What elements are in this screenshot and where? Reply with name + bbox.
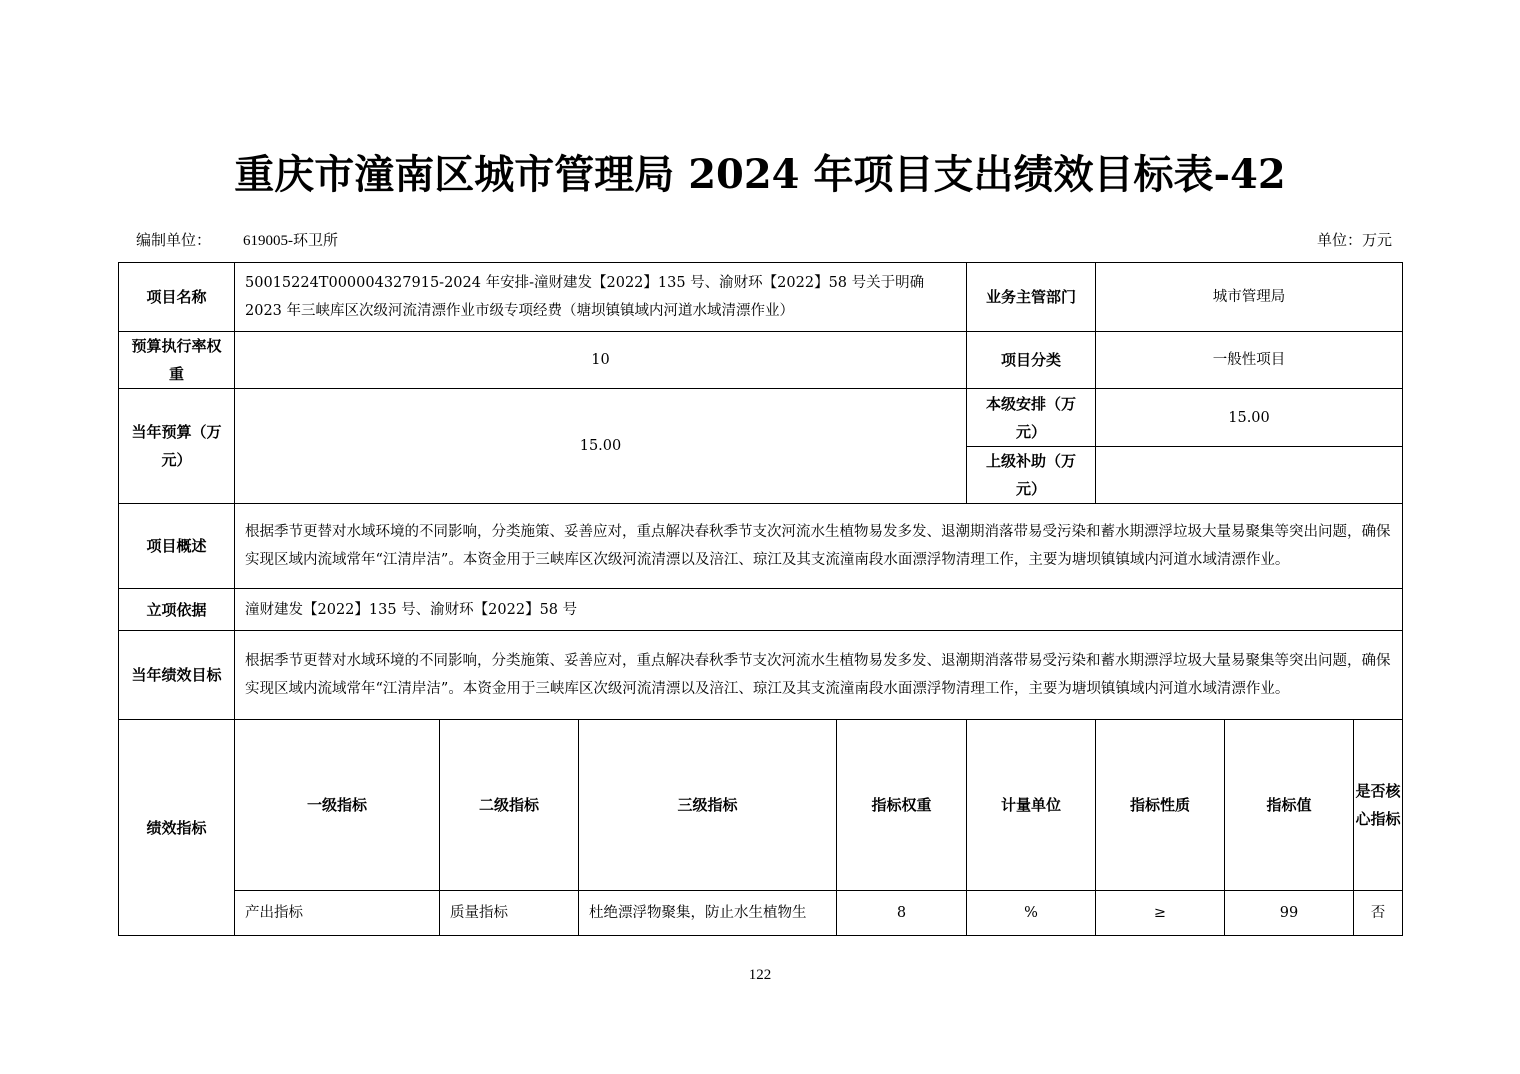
header-level3: 三级指标 xyxy=(579,720,837,891)
org-value: 619005-环卫所 xyxy=(243,233,338,249)
dept-value: 城市管理局 xyxy=(1096,263,1403,332)
overview-value: 根据季节更替对水域环境的不同影响，分类施策、妥善应对，重点解决春秋季节支次河流水生植物易发多发、退潮期消落带易受污染和蓄水期漂浮垃圾大量易聚集等突出问题，确保实现区域内流域常年“江清岸洁”。本资金用于三峡库区次级河流清漂以及涪江、琼江及其支流潼南段水面漂浮物清理工作，主要为塘坝镇镇域内河道水域清漂作业。 xyxy=(235,504,1403,589)
header-unit: 计量单位 xyxy=(967,720,1096,891)
basis-value: 潼财建发【2022】135 号、渝财环【2022】58 号 xyxy=(235,589,1403,631)
overview-label: 项目概述 xyxy=(119,504,235,589)
header-level2: 二级指标 xyxy=(440,720,579,891)
local-budget-label: 本级安排（万元） xyxy=(967,389,1096,447)
page-title: 重庆市潼南区城市管理局 2024 年项目支出绩效目标表-42 xyxy=(234,151,1286,198)
category-value: 一般性项目 xyxy=(1096,332,1403,389)
org-label: 编制单位： xyxy=(136,231,212,249)
basis-label: 立项依据 xyxy=(119,589,235,631)
page-number: 122 xyxy=(748,967,772,983)
project-name-value: 50015224T000004327915-2024 年安排-潼财建发【2022】135 号、渝财环【2022】58 号关于明确 2023 年三峡库区次级河流清漂作业市级专项经费（塘坝镇镇域内河道水域清漂作业） xyxy=(235,263,967,332)
perf-label: 绩效指标 xyxy=(119,720,235,936)
table-row xyxy=(119,891,1403,936)
indicator-header-row xyxy=(119,720,1403,891)
goal-label: 当年绩效目标 xyxy=(119,631,235,720)
indicator-level3: 杜绝漂浮物聚集，防止水生植物生 xyxy=(579,891,837,936)
indicator-core: 否 xyxy=(1354,891,1403,936)
category-label: 项目分类 xyxy=(967,332,1096,389)
row-goal xyxy=(119,631,1403,720)
row-project-name xyxy=(119,263,1403,332)
goal-value: 根据季节更替对水域环境的不同影响，分类施策、妥善应对，重点解决春秋季节支次河流水生植物易发多发、退潮期消落带易受污染和蓄水期漂浮垃圾大量易聚集等突出问题，确保实现区域内流域常年“江清岸洁”。本资金用于三峡库区次级河流清漂以及涪江、琼江及其支流潼南段水面漂浮物清理工作，主要为塘坝镇镇域内河道水域清漂作业。 xyxy=(235,631,1403,720)
unit-label: 单位：万元 xyxy=(1316,231,1392,249)
dept-label: 业务主管部门 xyxy=(967,263,1096,332)
header-value: 指标值 xyxy=(1225,720,1354,891)
indicator-unit: % xyxy=(967,891,1096,936)
indicator-nature: ≥ xyxy=(1096,891,1225,936)
project-name-label: 项目名称 xyxy=(119,263,235,332)
local-budget-value: 15.00 xyxy=(1096,389,1403,447)
performance-table xyxy=(118,262,1403,936)
budget-weight-value: 10 xyxy=(235,332,967,389)
indicator-value: 99 xyxy=(1225,891,1354,936)
row-basis xyxy=(119,589,1403,631)
row-overview xyxy=(119,504,1403,589)
annual-budget-value: 15.00 xyxy=(235,389,967,504)
indicator-level1: 产出指标 xyxy=(235,891,440,936)
header-core: 是否核心指标 xyxy=(1354,720,1403,891)
indicator-weight: 8 xyxy=(837,891,967,936)
subsidy-value xyxy=(1096,447,1403,504)
header-level1: 一级指标 xyxy=(235,720,440,891)
subsidy-label: 上级补助（万元） xyxy=(967,447,1096,504)
indicator-level2: 质量指标 xyxy=(440,891,579,936)
row-annual-budget xyxy=(119,389,1403,447)
row-budget-weight xyxy=(119,332,1403,389)
budget-weight-label: 预算执行率权重 xyxy=(119,332,235,389)
header-nature: 指标性质 xyxy=(1096,720,1225,891)
annual-budget-label: 当年预算（万元） xyxy=(119,389,235,504)
header-weight: 指标权重 xyxy=(837,720,967,891)
